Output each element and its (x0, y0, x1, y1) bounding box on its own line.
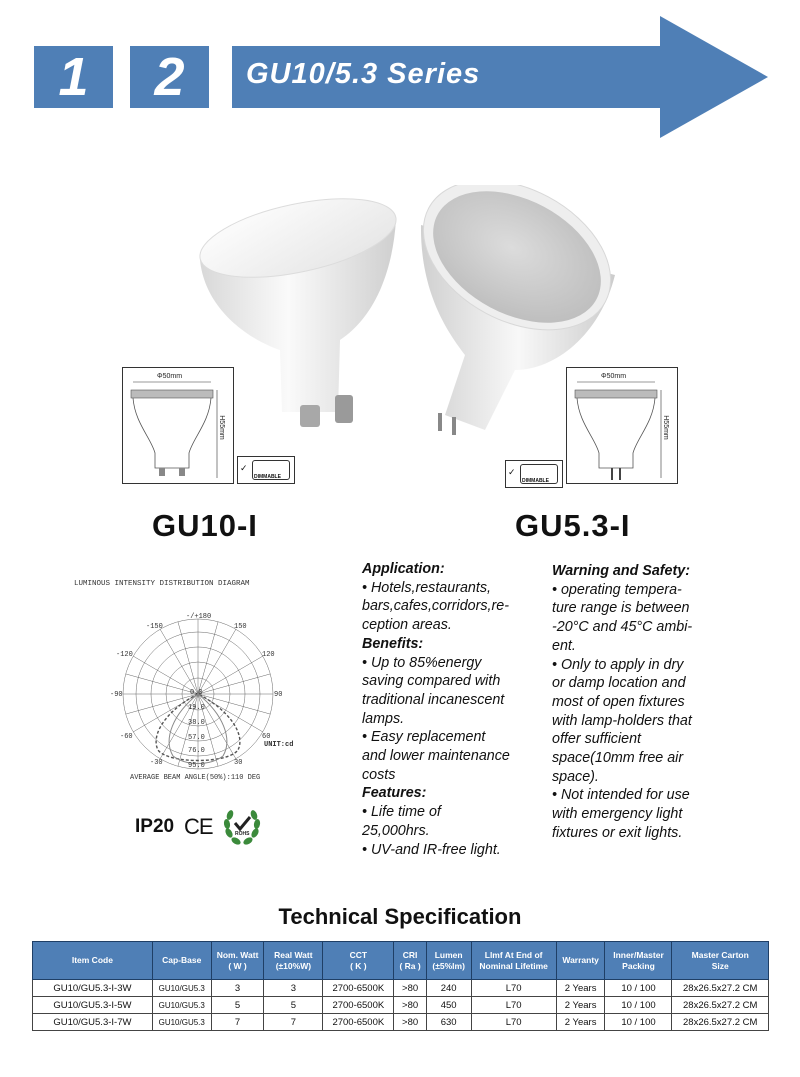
table-cell: GU10/GU5.3 (152, 1014, 211, 1031)
table-cell: 3 (264, 980, 323, 997)
warning-heading: Warning and Safety: (552, 563, 690, 579)
angle-label: -150 (146, 623, 163, 631)
warning-line: ture range is between (552, 600, 690, 617)
angle-label: -90 (110, 691, 123, 699)
features-line: 25,000hrs. (362, 822, 430, 839)
benefits-line: lamps. (362, 710, 405, 727)
warning-line: or damp location and (552, 675, 686, 692)
table-cell: 2 Years (556, 997, 605, 1014)
ip20-mark: IP20 (135, 816, 175, 837)
benefits-heading: Benefits: (362, 635, 424, 652)
spec-header-row (33, 942, 769, 980)
warning-line: fixtures or exit lights. (552, 824, 683, 841)
table-cell: 28x26.5x27.2 CM (672, 997, 769, 1014)
table-cell: L70 (471, 997, 556, 1014)
rohs-laurel-icon (221, 805, 263, 847)
ring-label: 76.0 (188, 747, 205, 755)
spec-header-cell: Lumen (±5%lm) (426, 942, 471, 980)
application-line: • Hotels,restaurants, (362, 579, 491, 596)
angle-label: -60 (120, 733, 133, 741)
gu10-dimmable-label: DIMMABLE (254, 474, 281, 480)
warning-column (552, 562, 732, 843)
ce-mark-icon: CE (184, 814, 213, 839)
table-cell: GU10/GU5.3-I-7W (33, 1014, 153, 1031)
table-cell: 2700-6500K (323, 1014, 394, 1031)
page-number-2: 2 (130, 46, 209, 108)
table-cell: 630 (426, 1014, 471, 1031)
spec-title: Technical Specification (278, 904, 522, 929)
warning-line: ent. (552, 637, 576, 654)
table-row (33, 1014, 769, 1031)
spec-header-cell: CCT ( K ) (323, 942, 394, 980)
table-row (33, 980, 769, 997)
spec-header-cell: Master Carton Size (672, 942, 769, 980)
gu10-diameter-label: Φ50mm (157, 373, 183, 380)
warning-line: • Only to apply in dry (552, 656, 684, 673)
table-cell: L70 (471, 980, 556, 997)
warning-line: offer sufficient (552, 731, 641, 748)
angle-label: 60 (262, 733, 271, 741)
spec-header-cell: Llmf At End of Nominal Lifetime (471, 942, 556, 980)
table-cell: 3 (211, 980, 264, 997)
features-line: • UV-and IR-free light. (362, 841, 501, 858)
spec-header-cell: Inner/Master Packing (605, 942, 672, 980)
benefits-line: saving compared with (362, 673, 501, 690)
table-cell: GU10/GU5.3-I-3W (33, 980, 153, 997)
diagram-title: LUMINOUS INTENSITY DISTRIBUTION DIAGRAM (74, 580, 250, 588)
table-cell: 10 / 100 (605, 997, 672, 1014)
table-cell: >80 (394, 1014, 426, 1031)
application-line: bars,cafes,corridors,re- (362, 598, 509, 615)
benefits-line: • Easy replacement (362, 729, 486, 746)
warning-line: with lamp-holders that (552, 712, 692, 729)
features-heading: Features: (362, 785, 427, 802)
beam-angle-label: AVERAGE BEAM ANGLE(50%):110 DEG (130, 774, 261, 782)
warning-line: -20°C and 45°C ambi- (552, 619, 693, 636)
ring-label: 19.0 (188, 704, 205, 712)
table-cell: GU10/GU5.3 (152, 980, 211, 997)
table-cell: 10 / 100 (605, 1014, 672, 1031)
angle-label: -30 (150, 759, 163, 767)
gu53-diameter-label: Φ50mm (601, 373, 627, 380)
table-cell: 5 (211, 997, 264, 1014)
table-cell: 28x26.5x27.2 CM (672, 1014, 769, 1031)
gu10-dimmable-badge (237, 456, 295, 484)
spec-header-cell: Cap-Base (152, 942, 211, 980)
table-cell: 2700-6500K (323, 997, 394, 1014)
rohs-label: ROHS (235, 831, 250, 837)
warning-line: space). (552, 768, 599, 785)
table-cell: 7 (211, 1014, 264, 1031)
table-cell: 240 (426, 980, 471, 997)
spec-header-cell: Warranty (556, 942, 605, 980)
angle-label: 90 (274, 691, 283, 699)
gu53-dimmable-label: DIMMABLE (522, 478, 549, 484)
gu10-height-label: H55mm (217, 415, 225, 440)
gu53-dimmable-badge (505, 460, 563, 488)
page-number-1: 1 (34, 46, 113, 108)
ring-label: 57.0 (188, 734, 205, 742)
warning-line: with emergency light (552, 806, 683, 823)
angle-label: 30 (234, 759, 243, 767)
table-cell: 450 (426, 997, 471, 1014)
check-icon: ✓ (240, 463, 248, 473)
application-benefits-column (362, 560, 542, 859)
table-cell: 2 Years (556, 1014, 605, 1031)
ring-label: 0.0 (190, 689, 203, 697)
series-title: GU10/5.3 Series (246, 58, 481, 90)
table-cell: 28x26.5x27.2 CM (672, 980, 769, 997)
table-cell: 7 (264, 1014, 323, 1031)
table-cell: >80 (394, 980, 426, 997)
angle-label: 150 (234, 623, 247, 631)
application-heading: Application: (362, 561, 445, 577)
angle-label: -/+180 (186, 613, 212, 621)
check-icon: ✓ (508, 467, 516, 477)
table-cell: L70 (471, 1014, 556, 1031)
angle-label: 120 (262, 651, 275, 659)
warning-line: • operating tempera- (552, 581, 682, 598)
warning-line: space(10mm free air (552, 750, 684, 767)
table-cell: 2 Years (556, 980, 605, 997)
application-line: ception areas. (362, 617, 452, 634)
features-line: • Life time of (362, 804, 441, 821)
spec-table (32, 941, 769, 1031)
spec-header-cell: CRI ( Ra ) (394, 942, 426, 980)
gu53-dimension-drawing (566, 367, 678, 484)
gu53-model-name: GU5.3-I (515, 508, 631, 543)
gu53-height-label: H55mm (661, 415, 669, 440)
spec-header-cell: Nom. Watt ( W ) (211, 942, 264, 980)
table-cell: 10 / 100 (605, 980, 672, 997)
benefits-line: traditional incanescent (362, 691, 505, 708)
gu10-dimension-drawing (122, 367, 234, 484)
table-cell: GU10/GU5.3-I-5W (33, 997, 153, 1014)
ring-label: 38.0 (188, 719, 205, 727)
benefits-line: • Up to 85%energy (362, 654, 482, 671)
warning-line: • Not intended for use (552, 787, 690, 804)
warning-line: most of open fixtures (552, 693, 685, 710)
table-row (33, 997, 769, 1014)
gu10-model-name: GU10-I (152, 508, 258, 543)
benefits-line: and lower maintenance (362, 748, 510, 765)
spec-header-cell: Real Watt (±10%W) (264, 942, 323, 980)
angle-label: -120 (116, 651, 133, 659)
polar-distribution-diagram (68, 574, 308, 784)
benefits-line: costs (362, 766, 396, 783)
arrow-head-icon (660, 16, 768, 138)
table-cell: 5 (264, 997, 323, 1014)
spec-header-cell: Item Code (33, 942, 153, 980)
table-cell: 2700-6500K (323, 980, 394, 997)
unit-label: UNIT:cd (264, 741, 294, 749)
table-cell: >80 (394, 997, 426, 1014)
ring-label: 95.0 (188, 762, 205, 770)
table-cell: GU10/GU5.3 (152, 997, 211, 1014)
